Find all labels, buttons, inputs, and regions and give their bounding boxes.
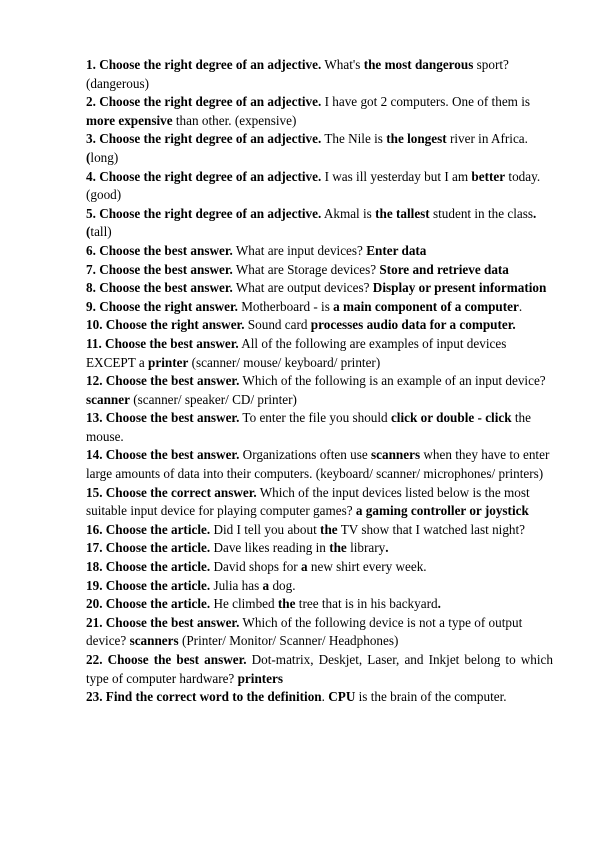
question-item	[86, 688, 553, 707]
bold-text: 4. Choose the right degree of an adjective.	[86, 168, 322, 184]
bold-text: the tallest	[375, 205, 430, 221]
plain-text: is the brain of the computer.	[355, 689, 507, 705]
question-item	[86, 558, 553, 577]
bold-text: a main component of a computer	[333, 298, 519, 314]
bold-text: printer	[148, 354, 189, 370]
bold-text: CPU	[328, 689, 356, 705]
question-item	[86, 539, 553, 558]
plain-text: To enter the file you should	[239, 410, 391, 426]
plain-text: What are Storage devices?	[232, 261, 380, 277]
bold-text: Enter data	[366, 242, 427, 258]
bold-text: 15. Choose the correct answer.	[86, 484, 257, 500]
question-item	[86, 484, 553, 521]
plain-text: Which of the following is an example of an input device?	[239, 373, 546, 389]
question-item	[86, 614, 553, 651]
bold-text: the	[320, 521, 338, 537]
bold-text: processes audio data for a computer.	[310, 317, 516, 333]
bold-text: 21. Choose the best answer.	[86, 614, 240, 630]
bold-text: the	[329, 540, 347, 556]
bold-text: .	[385, 540, 389, 556]
question-item	[86, 168, 553, 205]
bold-text: the	[277, 596, 296, 612]
question-item	[86, 316, 553, 335]
question-item	[86, 595, 553, 614]
plain-text: (Printer/ Monitor/ Scanner/ Headphones)	[178, 633, 399, 649]
plain-text: Dave likes reading in	[210, 540, 330, 556]
plain-text: (scanner/ mouse/ keyboard/ printer)	[188, 354, 381, 370]
question-item	[86, 577, 553, 596]
plain-text: library	[346, 540, 386, 556]
bold-text: Store and retrieve data	[379, 261, 509, 277]
plain-text: Dot-matrix, Deskjet, Laser, and Inkjet belong to which type of computer hardware?	[86, 652, 553, 686]
bold-text: 5. Choose the right degree of an adjective.	[86, 205, 322, 221]
bold-text: click or double - click	[390, 410, 512, 426]
plain-text: Which of the following device is not a type of output device?	[86, 614, 523, 649]
bold-text: 6. Choose the best answer.	[86, 242, 233, 258]
bold-text: scanner	[86, 391, 130, 407]
bold-text: 1. Choose the right degree of an adjective.	[86, 57, 322, 72]
bold-text: 9. Choose the right answer.	[86, 298, 238, 314]
bold-text: 23. Find the correct word to the definition	[86, 689, 322, 705]
question-item	[86, 651, 553, 688]
plain-text: tree that is in his backyard	[295, 596, 438, 612]
bold-text: printers	[237, 670, 284, 686]
plain-text: new shirt every week.	[307, 559, 427, 575]
plain-text: .	[518, 298, 523, 314]
bold-text: scanners	[370, 447, 421, 463]
plain-text: David shops for	[210, 559, 301, 575]
bold-text: 10. Choose the right answer.	[86, 317, 245, 333]
bold-text: more expensive	[86, 112, 173, 128]
question-item	[86, 261, 553, 280]
plain-text: Motherboard - is	[237, 298, 334, 314]
bold-text: better	[471, 168, 506, 184]
bold-text: 22. Choose the best answer.	[86, 652, 247, 667]
bold-text: 18. Choose the article.	[86, 559, 211, 575]
plain-text: He climbed	[210, 596, 278, 612]
bold-text: 2. Choose the right degree of an adjective.	[86, 94, 322, 110]
plain-text: (scanner/ speaker/ CD/ printer)	[129, 391, 297, 407]
plain-text: What's	[321, 57, 364, 72]
plain-text: long)	[90, 149, 119, 165]
bold-text: the longest	[386, 131, 447, 147]
bold-text: 16. Choose the article.	[86, 521, 211, 537]
question-item	[86, 298, 553, 317]
plain-text: What are output devices?	[232, 280, 373, 296]
bold-text: 8. Choose the best answer.	[86, 280, 233, 296]
question-item	[86, 56, 553, 93]
plain-text: the mouse.	[86, 410, 531, 444]
bold-text: the most dangerous	[363, 57, 474, 72]
bold-text: .	[437, 596, 441, 612]
plain-text: than other. (expensive)	[172, 112, 297, 128]
question-item	[86, 242, 553, 261]
plain-text: dog.	[269, 577, 296, 593]
bold-text: (	[86, 149, 91, 165]
question-item	[86, 130, 553, 167]
bold-text: 20. Choose the article.	[86, 596, 211, 612]
plain-text: Did I tell you about	[210, 521, 321, 537]
bold-text: 14. Choose the best answer.	[86, 447, 240, 463]
plain-text: today. (good)	[86, 168, 541, 203]
question-item	[86, 205, 553, 242]
plain-text: All of the following are examples of input devices EXCEPT a	[86, 335, 507, 370]
plain-text: Sound card	[244, 317, 311, 333]
plain-text: Organizations often use	[239, 447, 371, 463]
bold-text: Display or present information	[372, 280, 547, 296]
question-item	[86, 93, 553, 130]
bold-text: 11. Choose the best answer.	[86, 335, 239, 351]
bold-text: 7. Choose the best answer.	[86, 261, 233, 277]
plain-text: Julia has	[210, 577, 263, 593]
question-item	[86, 335, 553, 372]
question-item	[86, 409, 553, 446]
bold-text: 3. Choose the right degree of an adjective.	[86, 131, 322, 147]
bold-text: 19. Choose the article.	[86, 577, 211, 593]
question-item	[86, 279, 553, 298]
plain-text: Akmal is	[321, 205, 376, 221]
bold-text: . (	[86, 205, 537, 240]
plain-text: river in Africa.	[446, 131, 528, 147]
bold-text: a gaming controller or joystick	[355, 503, 529, 519]
question-list	[86, 56, 553, 707]
plain-text: I have got 2 computers. One of them is	[321, 94, 531, 110]
bold-text: scanners	[129, 633, 179, 649]
question-item	[86, 521, 553, 540]
bold-text: 12. Choose the best answer.	[86, 373, 240, 389]
plain-text: What are input devices?	[232, 242, 367, 258]
bold-text: 17. Choose the article.	[86, 540, 211, 556]
question-item	[86, 372, 553, 409]
plain-text: .	[321, 689, 329, 705]
plain-text: student in the class	[429, 205, 533, 221]
plain-text: The Nile is	[321, 131, 387, 147]
plain-text: tall)	[90, 224, 112, 240]
plain-text: sport? (dangerous)	[86, 57, 509, 91]
plain-text: I was ill yesterday but I am	[321, 168, 472, 184]
question-item	[86, 446, 553, 483]
bold-text: a	[262, 577, 270, 593]
bold-text: 13. Choose the best answer.	[86, 410, 240, 426]
plain-text: when they have to enter large amounts of data into their computers. (keyboard/ scanner/ microphones/ printers)	[86, 447, 550, 482]
plain-text: TV show that I watched last night?	[337, 521, 526, 537]
bold-text: a	[301, 559, 308, 575]
plain-text: Which of the input devices listed below is the most suitable input device for playing computer games?	[86, 484, 530, 519]
